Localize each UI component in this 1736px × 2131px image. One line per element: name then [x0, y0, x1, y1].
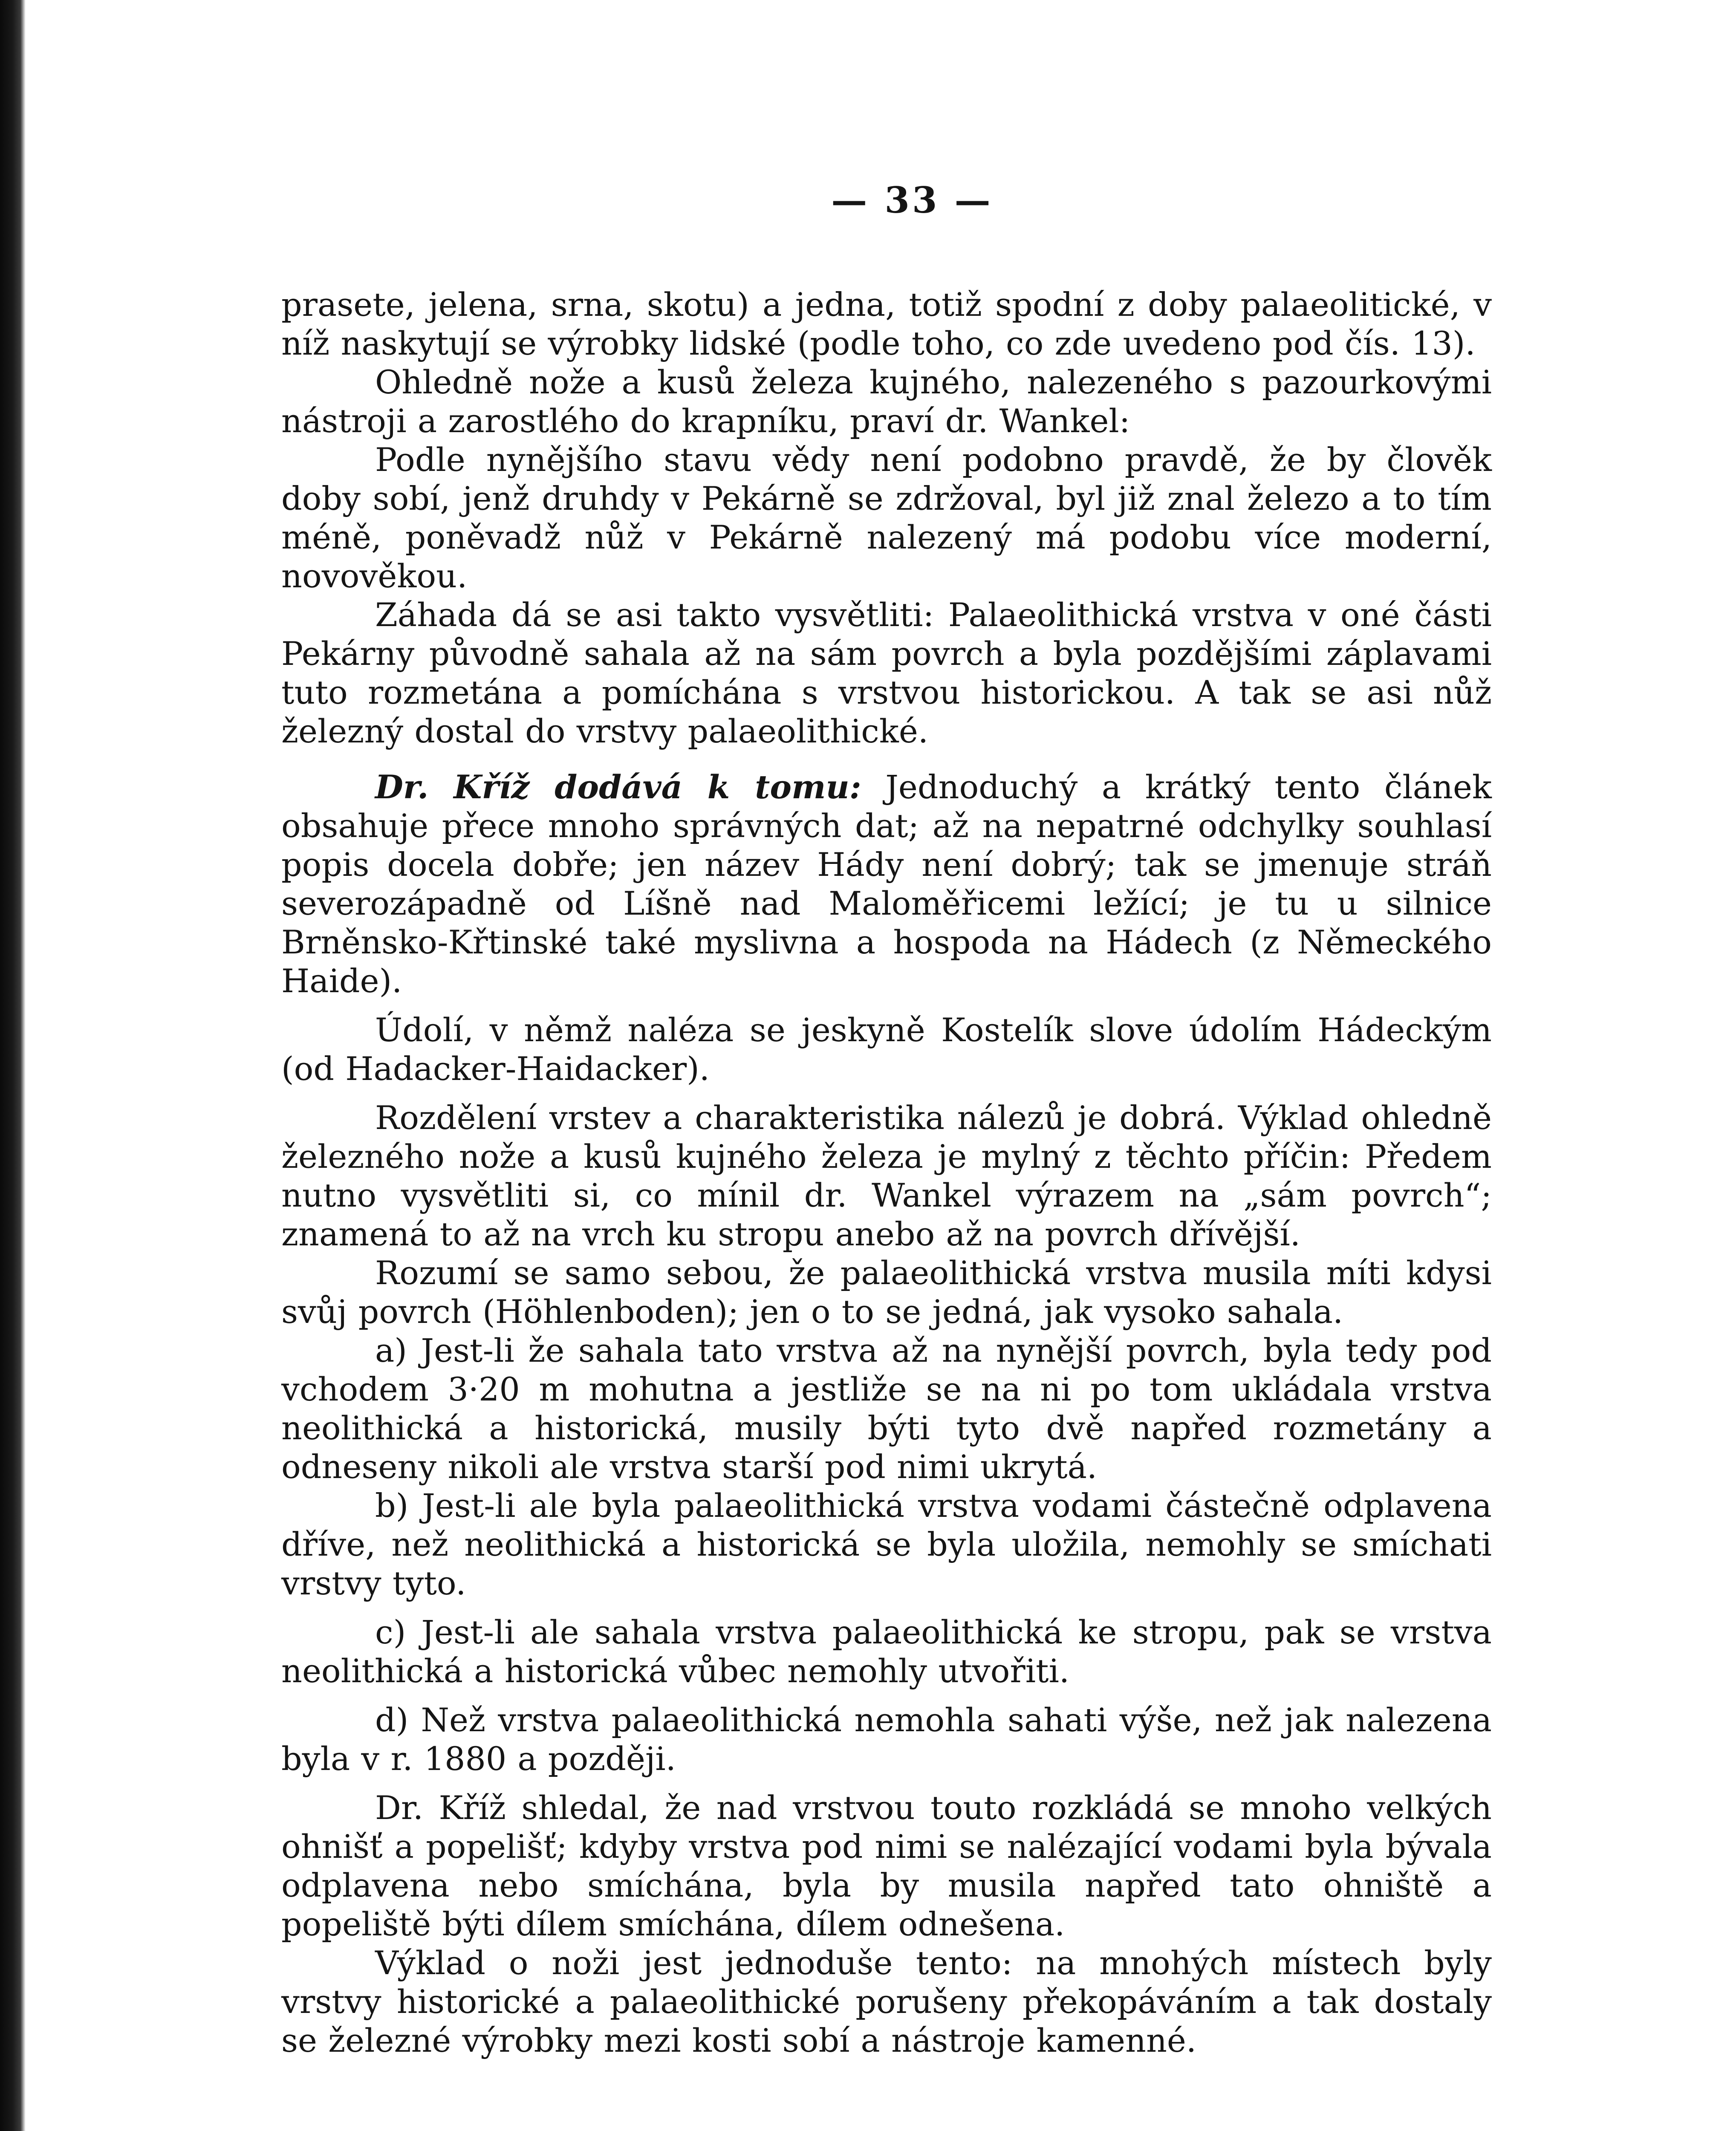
- paragraph-4: Záhada dá se asi takto vysvětliti: Palaeolithická vrstva v oné části Pekárny původně sahala až na sám povrch a byla pozdějšími záplavami tuto rozmetána a pomíchána s vrstvou historickou. A tak se asi nůž železný dostal do vrstvy palaeolithické.: [281, 596, 1492, 750]
- paragraph-14: Výklad o noži jest jednoduše tento: na mnohých místech byly vrstvy historické a palaeolithické porušeny překopáváním a tak dostaly se železné výrobky mezi kosti sobí a nástroje kamenné.: [281, 1944, 1492, 2059]
- page-number: — 33 —: [831, 179, 993, 221]
- paragraph-6: Údolí, v němž naléza se jeskyně Kostelík slove údolím Hádeckým (od Hadacker-Haidacker).: [281, 1011, 1492, 1088]
- paragraph-7: Rozdělení vrstev a charakteristika nálezů je dobrá. Výklad ohledně železného nože a kusů kujného železa je mylný z těchto příčin: Předem nutno vysvětliti si, co mínil dr. Wankel výrazem na „sám povrch“; znamená to až na vrch ku stropu anebo až na povrch dřívější.: [281, 1099, 1492, 1253]
- paragraph-5: Dr. Kříž dodává k tomu: Jednoduchý a krátký tento článek obsahuje přece mnoho správných dat; až na nepatrné odchylky souhlasí popis docela dobře; jen název Hády není dobrý; tak se jmenuje stráň severozápadně od Líšně nad Maloměřicemi ležící; je tu u silnice Brněnsko-Křtinské také myslivna a hospoda na Hádech (z Německého Haide).: [281, 768, 1492, 1000]
- paragraph-11: c) Jest-li ale sahala vrstva palaeolithická ke stropu, pak se vrstva neolithická a historická vůbec nemohly utvořiti.: [281, 1613, 1492, 1690]
- paragraph-lead: Dr. Kříž dodává k tomu:: [375, 768, 861, 806]
- paragraph-1: prasete, jelena, srna, skotu) a jedna, totiž spodní z doby palaeolitické, v níž naskytují se výrobky lidské (podle toho, co zde uvedeno pod čís. 13).: [281, 286, 1492, 362]
- paragraph-10: b) Jest-li ale byla palaeolithická vrstva vodami částečně odplavena dříve, než neolithická a historická se byla uložila, nemohly se smíchati vrstvy tyto.: [281, 1487, 1492, 1602]
- paragraph-8: Rozumí se samo sebou, že palaeolithická vrstva musila míti kdysi svůj povrch (Höhlenboden); jen o to se jedná, jak vysoko sahala.: [281, 1254, 1492, 1331]
- paragraph-13: Dr. Kříž shledal, že nad vrstvou touto rozkládá se mnoho velkých ohnišť a popelišť; kdyby vrstva pod nimi se nalézající vodami byla bývala odplavena nebo smíchána, byla by musila napřed tato ohniště a popeliště býti dílem smíchána, dílem odnešena.: [281, 1789, 1492, 1943]
- book-spine-edge: [0, 0, 26, 2131]
- paragraph-2: Ohledně nože a kusů železa kujného, nalezeného s pazourkovými nástroji a zarostlého do krapníku, praví dr. Wankel:: [281, 363, 1492, 440]
- paragraph-9: a) Jest-li že sahala tato vrstva až na nynější povrch, byla tedy pod vchodem 3·20 m mohutna a jestliže se na ni po tom ukládala vrstva neolithická a historická, musily býti tyto dvě napřed rozmetány a odneseny nikoli ale vrstva starší pod nimi ukrytá.: [281, 1331, 1492, 1486]
- paragraph-12: d) Než vrstva palaeolithická nemohla sahati výše, než jak nalezena byla v r. 1880 a později.: [281, 1701, 1492, 1778]
- page-content: [281, 179, 1492, 2060]
- paragraph-3: Podle nynějšího stavu vědy není podobno pravdě, že by člověk doby sobí, jenž druhdy v Pekárně se zdržoval, byl již znal železo a to tím méně, poněvadž nůž v Pekárně nalezený má podobu více moderní, novověkou.: [281, 441, 1492, 595]
